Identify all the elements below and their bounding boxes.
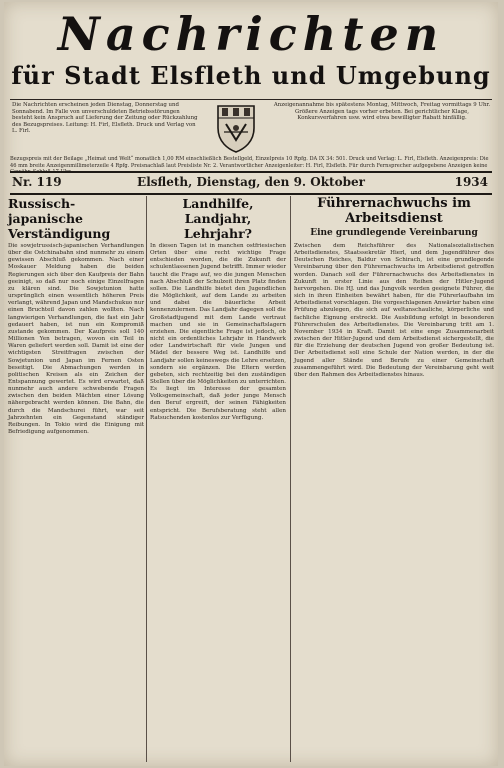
masthead-divider	[10, 99, 492, 100]
issue-date: Elsfleth, Dienstag, den 9. Oktober	[137, 175, 365, 189]
masthead-subtitle: für Stadt Elsfleth und Umgebung	[11, 61, 491, 90]
article-headline: Landhilfe, Landjahr, Lehrjahr?	[182, 196, 254, 241]
masthead-title: Nachrichten	[57, 7, 445, 61]
issue-year: 1934	[454, 175, 488, 189]
issue-number: Nr. 119	[12, 175, 62, 189]
article-subhead: Eine grundlegende Vereinbarung	[310, 228, 478, 238]
article-column-1	[8, 196, 144, 766]
newspaper-page	[4, 2, 498, 766]
coat-of-arms-icon	[212, 102, 260, 154]
article-column-3	[294, 196, 494, 766]
article-column-2	[150, 196, 286, 766]
dateline-bar	[10, 171, 492, 195]
advertising-info: Anzeigenannahme bis spätestens Montag, Mittwoch, Freitag vormittags 9 Uhr. Größere Anzeigen tags vorher erbeten. Bei gerichtlicher Klage, Konkursverfahren usw. wird etwa bewilligter Rabatt hinfällig.	[273, 102, 491, 121]
column-divider	[146, 196, 147, 762]
price-strip: Bezugspreis mit der Beilage „Heimat und Welt“ monatlich 1,00 RM einschließlich Bestellgeld, Einzelpreis 10 Rpfg. DA IX 34: 501. Druck und Verlag: L. Firl, Elsfleth. Anzeigenpreis: Die 46 mm breite Anzeigenmillimeterzeile 4 Rpfg. Preisnachlaß laut Preisliste Nr. 2. Verantwortlicher Anzeigenleiter: H. Firl, Elsfleth. Für durch Fernsprecher aufgegebene Anzeigen keine Gewähr. Schluß 17 Uhr.	[10, 156, 489, 176]
article-headline: Führernachwuchs im Arbeitsdienst	[317, 196, 471, 226]
article-body: Die sowjetrussisch-japanischen Verhandlungen über die Ostchinabahn sind nunmehr zu einem gewissen Abschluß gekommen. Nach einer Moskauer Meldung haben die beiden Regierungen sich über den Kaufpreis der Bahn geeinigt, so daß nur noch einige Einzelfragen zu klären sind. Die Sowjetunion hatte ursprünglich einen wesentlich höheren Preis verlangt, während Japan und Mandschukuo nur einen Bruchteil davon zahlen wollten. Nach langwierigen Verhandlungen, die fast ein Jahr gedauert haben, ist nun ein Kompromiß zustande gekommen. Der Kaufpreis soll 140 Millionen Yen betragen, wovon ein Teil in Waren geliefert werden soll. Damit ist eine der wichtigsten Streitfragen zwischen der Sowjetunion und Japan im Fernen Osten beseitigt. Die Abmachungen werden in politischen Kreisen als ein Zeichen der Entspannung gewertet. Es wird erwartet, daß nunmehr auch andere schwebende Fragen zwischen den beiden Mächten einer Lösung nähergebracht werden können. Die Bahn, die durch die Mandschurei führt, war seit Jahrzehnten ein Gegenstand ständiger Reibungen. In Tokio wird die Einigung mit Befriedigung aufgenommen.	[8, 243, 144, 436]
article-body: In diesen Tagen ist in manchen ostfriesischen Orten über eine recht wichtige Frage entschieden worden, die die Zukunft der schulentlassenen Jugend betrifft. Immer wieder taucht die Frage auf, wo die jungen Menschen nach Abschluß der Schulzeit ihren Platz finden sollen. Die Landhilfe bietet den Jugendlichen die Möglichkeit, auf dem Lande zu arbeiten und dabei die bäuerliche Arbeit kennenzulernen. Das Landjahr dagegen soll die Großstadtjugend mit dem Lande vertraut machen und sie in Gemeinschaftslagern erziehen. Die eigentliche Frage ist jedoch, ob nicht ein ordentliches Lehrjahr in Handwerk oder Landwirtschaft für viele Jungen und Mädel der bessere Weg ist. Landhilfe und Landjahr sollen keineswegs die Lehre ersetzen, sondern sie ergänzen. Die Eltern werden gebeten, sich rechtzeitig bei den zuständigen Stellen über die Möglichkeiten zu unterrichten. Es liegt im Interesse der gesamten Volksgemeinschaft, daß jeder junge Mensch den Beruf ergreift, der seinen Fähigkeiten entspricht. Die Berufsberatung steht allen Ratsuchenden kostenlos zur Verfügung.	[150, 243, 286, 421]
column-divider	[290, 196, 291, 762]
publication-info: Die Nachrichten erscheinen jeden Dienstag, Donnerstag und Sonnabend. Im Falle von unverschuldeten Betriebsstörungen besteht kein Anspruch auf Lieferung der Zeitung oder Rückzahlung des Bezugspreises. Leitung: H. Firl, Elsfleth. Druck und Verlag von L. Firl.	[12, 102, 198, 134]
article-body: Zwischen dem Reichsführer des Nationalsozialistischen Arbeitsdienstes, Staatssekretär Hierl, und dem Jugendführer des Deutschen Reiches, Baldur von Schirach, ist eine grundlegende Vereinbarung über den Führernachwuchs im Arbeitsdienst getroffen worden. Danach soll der Führernachwuchs des Arbeitsdienstes in Zukunft in erster Linie aus den Reihen der Hitler-Jugend hervorgehen. Die HJ. und das Jungvolk werden geeignete Führer, die sich in ihren Einheiten bewährt haben, für die Führerlaufbahn im Arbeitsdienst vorschlagen. Die vorgeschlagenen Anwärter haben eine Prüfung abzulegen, die sich auf weltanschauliche, körperliche und fachliche Eignung erstreckt. Die Ausbildung erfolgt in besonderen Führerschulen des Arbeitsdienstes. Die Vereinbarung tritt am 1. November 1934 in Kraft. Damit ist eine enge Zusammenarbeit zwischen der Hitler-Jugend und dem Arbeitsdienst sichergestellt, die für die Erziehung der deutschen Jugend von großer Bedeutung ist. Der Arbeitsdienst soll eine Schule der Nation werden, in der die Jugend aller Stände und Berufe zu einer Gemeinschaft zusammengeführt wird. Die Bedeutung der Vereinbarung geht weit über den Rahmen des Arbeitsdienstes hinaus.	[294, 243, 494, 378]
article-headline: Russisch-japanische Verständigung	[8, 196, 111, 241]
masthead	[4, 2, 498, 98]
